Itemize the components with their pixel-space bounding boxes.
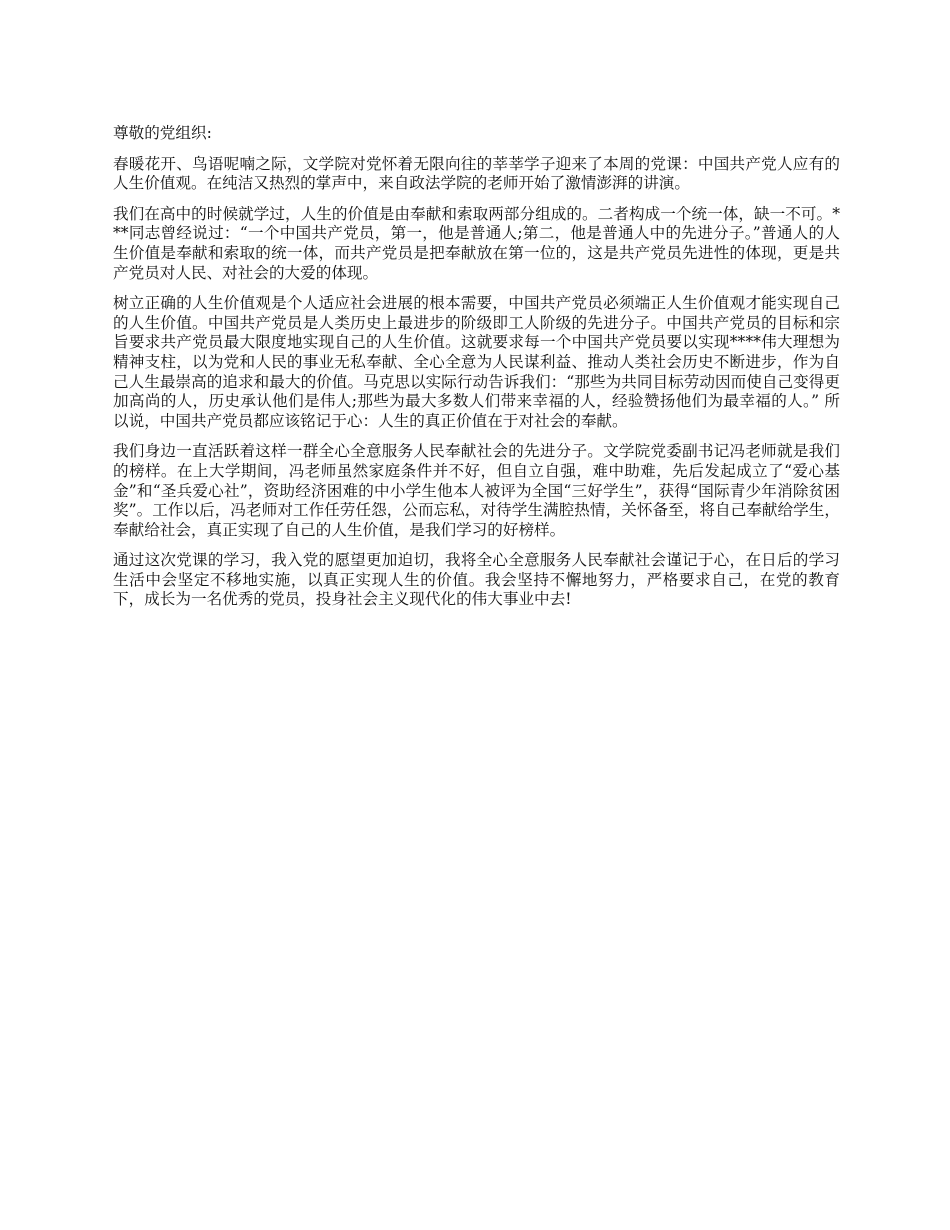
paragraph-value-composition: 我们在高中的时候就学过，人生的价值是由奉献和索取两部分组成的。二者构成一个统一体，缺一不可。***同志曾经说过：“一个中国共产党员，第一，他是普通人;第二，他是普通人中的先进分子。”普通人的人生价值是奉献和索取的统一体，而共产党员是把奉献放在第一位的，这是共产党员先进性的体现，更是共产党员对人民、对社会的大爱的体现。 <box>113 204 840 282</box>
document-page <box>113 124 840 621</box>
paragraph-role-model: 我们身边一直活跃着这样一群全心全意服务人民奉献社会的先进分子。文学院党委副书记冯老师就是我们的榜样。在上大学期间，冯老师虽然家庭条件并不好，但自立自强，难中助难，先后发起成立了“爱心基金”和“圣兵爱心社”，资助经济困难的中小学生他本人被评为全国“三好学生”，获得“国际青少年消除贫困奖”。工作以后，冯老师对工作任劳任怨，公而忘私，对待学生满腔热情，关怀备至，将自己奉献给学生，奉献给社会，真正实现了自己的人生价值，是我们学习的好榜样。 <box>113 442 840 539</box>
paragraph-correct-values: 树立正确的人生价值观是个人适应社会进展的根本需要，中国共产党员必须端正人生价值观才能实现自己的人生价值。中国共产党员是人类历史上最进步的阶级即工人阶级的先进分子。中国共产党员的目标和宗旨要求共产党员最大限度地实现自己的人生价值。这就要求每一个中国共产党员要以实现****伟大理想为精神支柱，以为党和人民的事业无私奉献、全心全意为人民谋利益、推动人类社会历史不断进步，作为自己人生最崇高的追求和最大的价值。马克思以实际行动告诉我们：“那些为共同目标劳动因而使自己变得更加高尚的人，历史承认他们是伟人;那些为最大多数人们带来幸福的人，经验赞扬他们为最幸福的人。” 所以说，中国共产党员都应该铭记于心：人生的真正价值在于对社会的奉献。 <box>113 294 840 430</box>
salutation: 尊敬的党组织: <box>113 124 212 142</box>
paragraph-conclusion: 通过这次党课的学习，我入党的愿望更加迫切，我将全心全意服务人民奉献社会谨记于心，在日后的学习生活中会坚定不移地实施，以真正实现人生的价值。我会坚持不懈地努力，严格要求自己，在党的教育下，成长为一名优秀的党员，投身社会主义现代化的伟大事业中去! <box>113 551 840 609</box>
paragraph-intro: 春暖花开、鸟语呢喃之际，文学院对党怀着无限向往的莘莘学子迎来了本周的党课：中国共产党人应有的人生价值观。在纯洁又热烈的掌声中，来自政法学院的老师开始了激情澎湃的讲演。 <box>113 154 840 193</box>
